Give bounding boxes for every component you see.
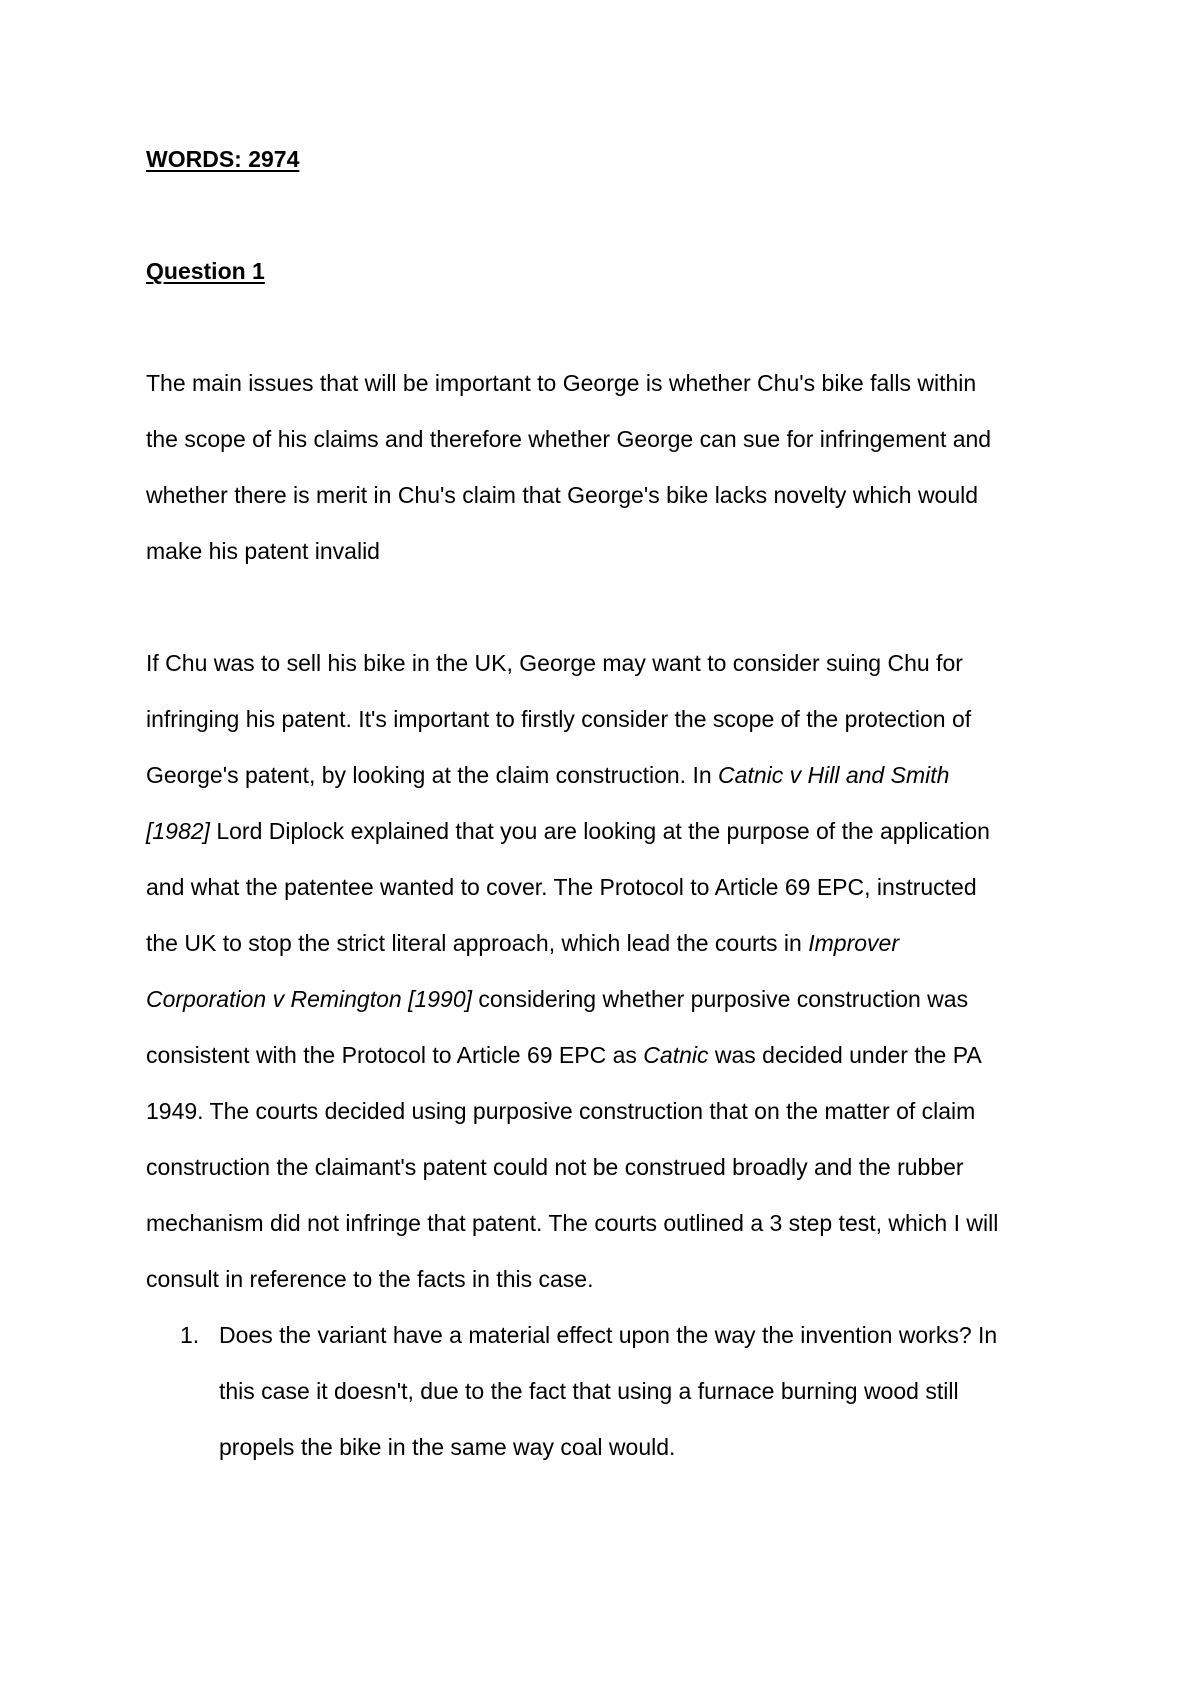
list-item-number: 1.	[180, 1322, 200, 1348]
text-run: considering whether purposive construction was	[472, 986, 969, 1012]
word-count-heading: WORDS: 2974	[146, 146, 300, 172]
paragraph-line: construction the claimant's patent could not be construed broadly and the rubber	[146, 1154, 964, 1180]
paragraph-line: whether there is merit in Chu's claim that George's bike lacks novelty which would	[146, 482, 979, 508]
case-citation: Catnic	[643, 1042, 709, 1068]
list-item-line: this case it doesn't, due to the fact that using a furnace burning wood still	[219, 1378, 959, 1404]
case-citation: [1982]	[146, 818, 210, 844]
paragraph-line: mechanism did not infringe that patent. The courts outlined a 3 step test, which I will	[146, 1210, 999, 1236]
paragraph-line: If Chu was to sell his bike in the UK, George may want to consider suing Chu for	[146, 650, 963, 676]
case-citation: Corporation v Remington [1990]	[146, 986, 473, 1012]
paragraph-line: consult in reference to the facts in this case.	[146, 1266, 594, 1292]
text-run: consistent with the Protocol to Article 69 EPC as	[146, 1042, 644, 1068]
paragraph-line: 1949. The courts decided using purposive construction that on the matter of claim	[146, 1098, 976, 1124]
text-run: the UK to stop the strict literal approach, which lead the courts in	[146, 930, 809, 956]
paragraph-line: the scope of his claims and therefore whether George can sue for infringement and	[146, 426, 992, 452]
case-citation: Improver	[808, 930, 899, 956]
paragraph-line	[146, 985, 968, 1013]
case-citation: Catnic v Hill and Smith	[718, 762, 950, 788]
list-item-line: propels the bike in the same way coal would.	[219, 1434, 676, 1460]
paragraph-line	[146, 929, 899, 957]
text-run: Lord Diplock explained that you are looking at the purpose of the application	[209, 818, 990, 844]
text-run: George's patent, by looking at the claim construction. In	[146, 762, 719, 788]
paragraph-line: and what the patentee wanted to cover. The Protocol to Article 69 EPC, instructed	[146, 874, 977, 900]
paragraph-line: The main issues that will be important to George is whether Chu's bike falls within	[146, 370, 977, 396]
question-heading: Question 1	[146, 258, 265, 284]
paragraph-line: make his patent invalid	[146, 538, 380, 564]
text-run: was decided under the PA	[708, 1042, 982, 1068]
list-item-line: Does the variant have a material effect upon the way the invention works? In	[219, 1322, 998, 1348]
paragraph-line	[146, 761, 949, 789]
paragraph-line: infringing his patent. It's important to firstly consider the scope of the protection of	[146, 706, 972, 732]
paragraph-line	[146, 817, 990, 845]
paragraph-line	[146, 1041, 982, 1069]
